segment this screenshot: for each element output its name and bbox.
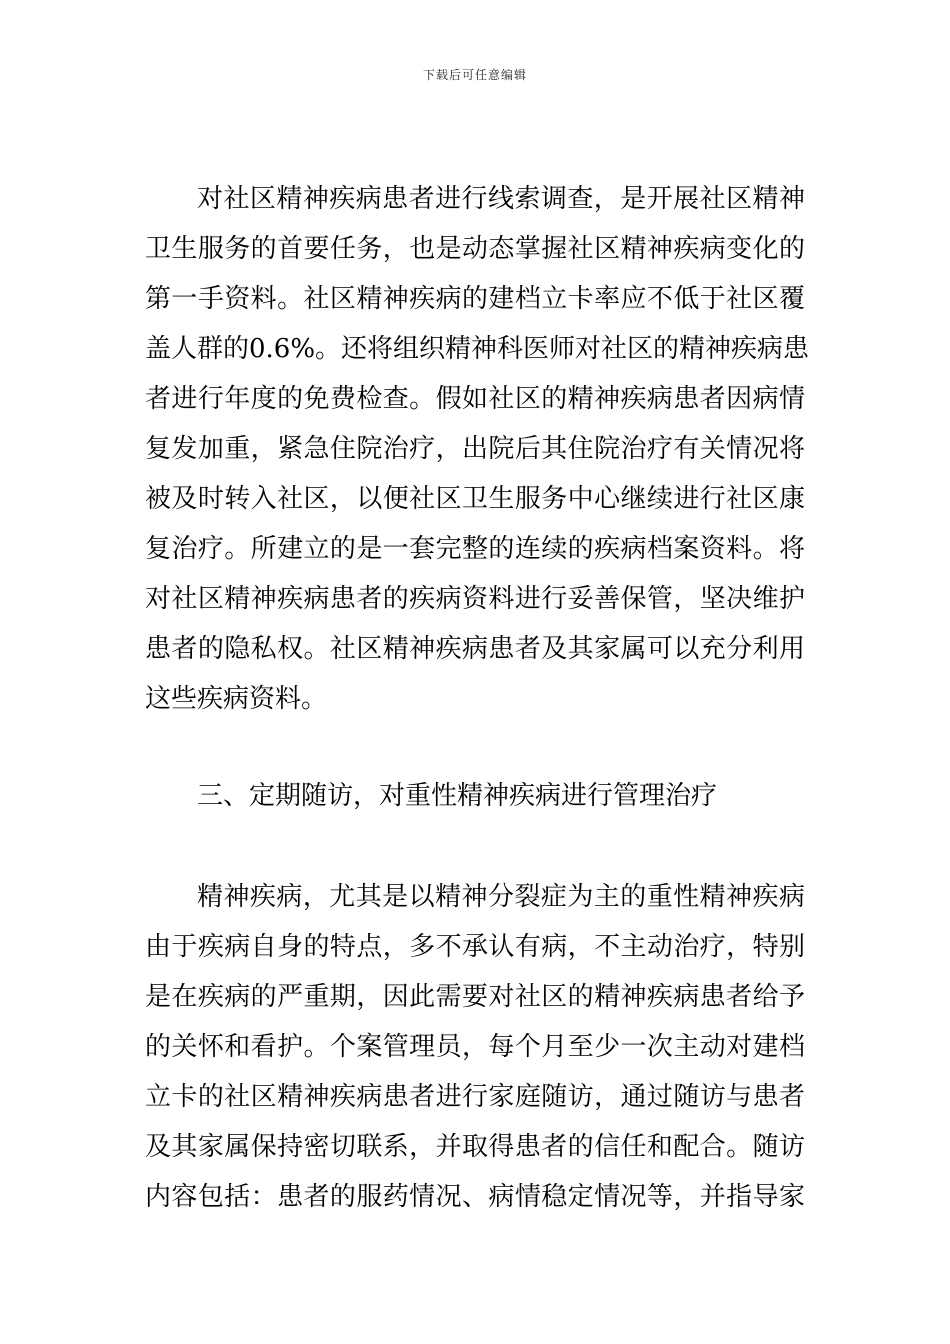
paragraph-line: 复治疗。所建立的是一套完整的连续的疾病档案资料。将 xyxy=(145,534,805,564)
paragraph-line: 患者的隐私权。社区精神疾病患者及其家属可以充分利用 xyxy=(145,634,805,664)
paragraph-line: 第一手资料。社区精神疾病的建档立卡率应不低于社区覆 xyxy=(145,284,805,314)
paragraph-line: 及其家属保持密切联系，并取得患者的信任和配合。随访 xyxy=(145,1132,805,1162)
paragraph-line: 是在疾病的严重期，因此需要对社区的精神疾病患者给予 xyxy=(145,982,805,1012)
section-heading: 三、定期随访，对重性精神疾病进行管理治疗 xyxy=(197,781,718,811)
paragraph-line: 对社区精神疾病患者的疾病资料进行妥善保管，坚决维护 xyxy=(145,584,805,614)
paragraph-line: 者进行年度的免费检查。假如社区的精神疾病患者因病情 xyxy=(145,384,805,414)
paragraph-line: 内容包括：患者的服药情况、病情稳定情况等，并指导家 xyxy=(145,1182,805,1212)
paragraph-line: 精神疾病，尤其是以精神分裂症为主的重性精神疾病 xyxy=(197,882,805,912)
paragraph-line: 复发加重，紧急住院治疗，出院后其住院治疗有关情况将 xyxy=(145,434,805,464)
paragraph-line: 的关怀和看护。个案管理员，每个月至少一次主动对建档 xyxy=(145,1032,805,1062)
paragraph-line: 被及时转入社区，以便社区卫生服务中心继续进行社区康 xyxy=(145,484,805,514)
header-note: 下载后可任意编辑 xyxy=(422,68,527,82)
paragraph-line: 对社区精神疾病患者进行线索调查，是开展社区精神 xyxy=(197,184,805,214)
paragraph-line: 盖人群的0.6%。还将组织精神科医师对社区的精神疾病患 xyxy=(145,334,810,364)
paragraph-line: 立卡的社区精神疾病患者进行家庭随访，通过随访与患者 xyxy=(145,1082,805,1112)
paragraph-line: 由于疾病自身的特点，多不承认有病，不主动治疗，特别 xyxy=(145,932,805,962)
paragraph-line: 卫生服务的首要任务，也是动态掌握社区精神疾病变化的 xyxy=(145,234,805,264)
paragraph-line: 这些疾病资料。 xyxy=(145,684,328,714)
